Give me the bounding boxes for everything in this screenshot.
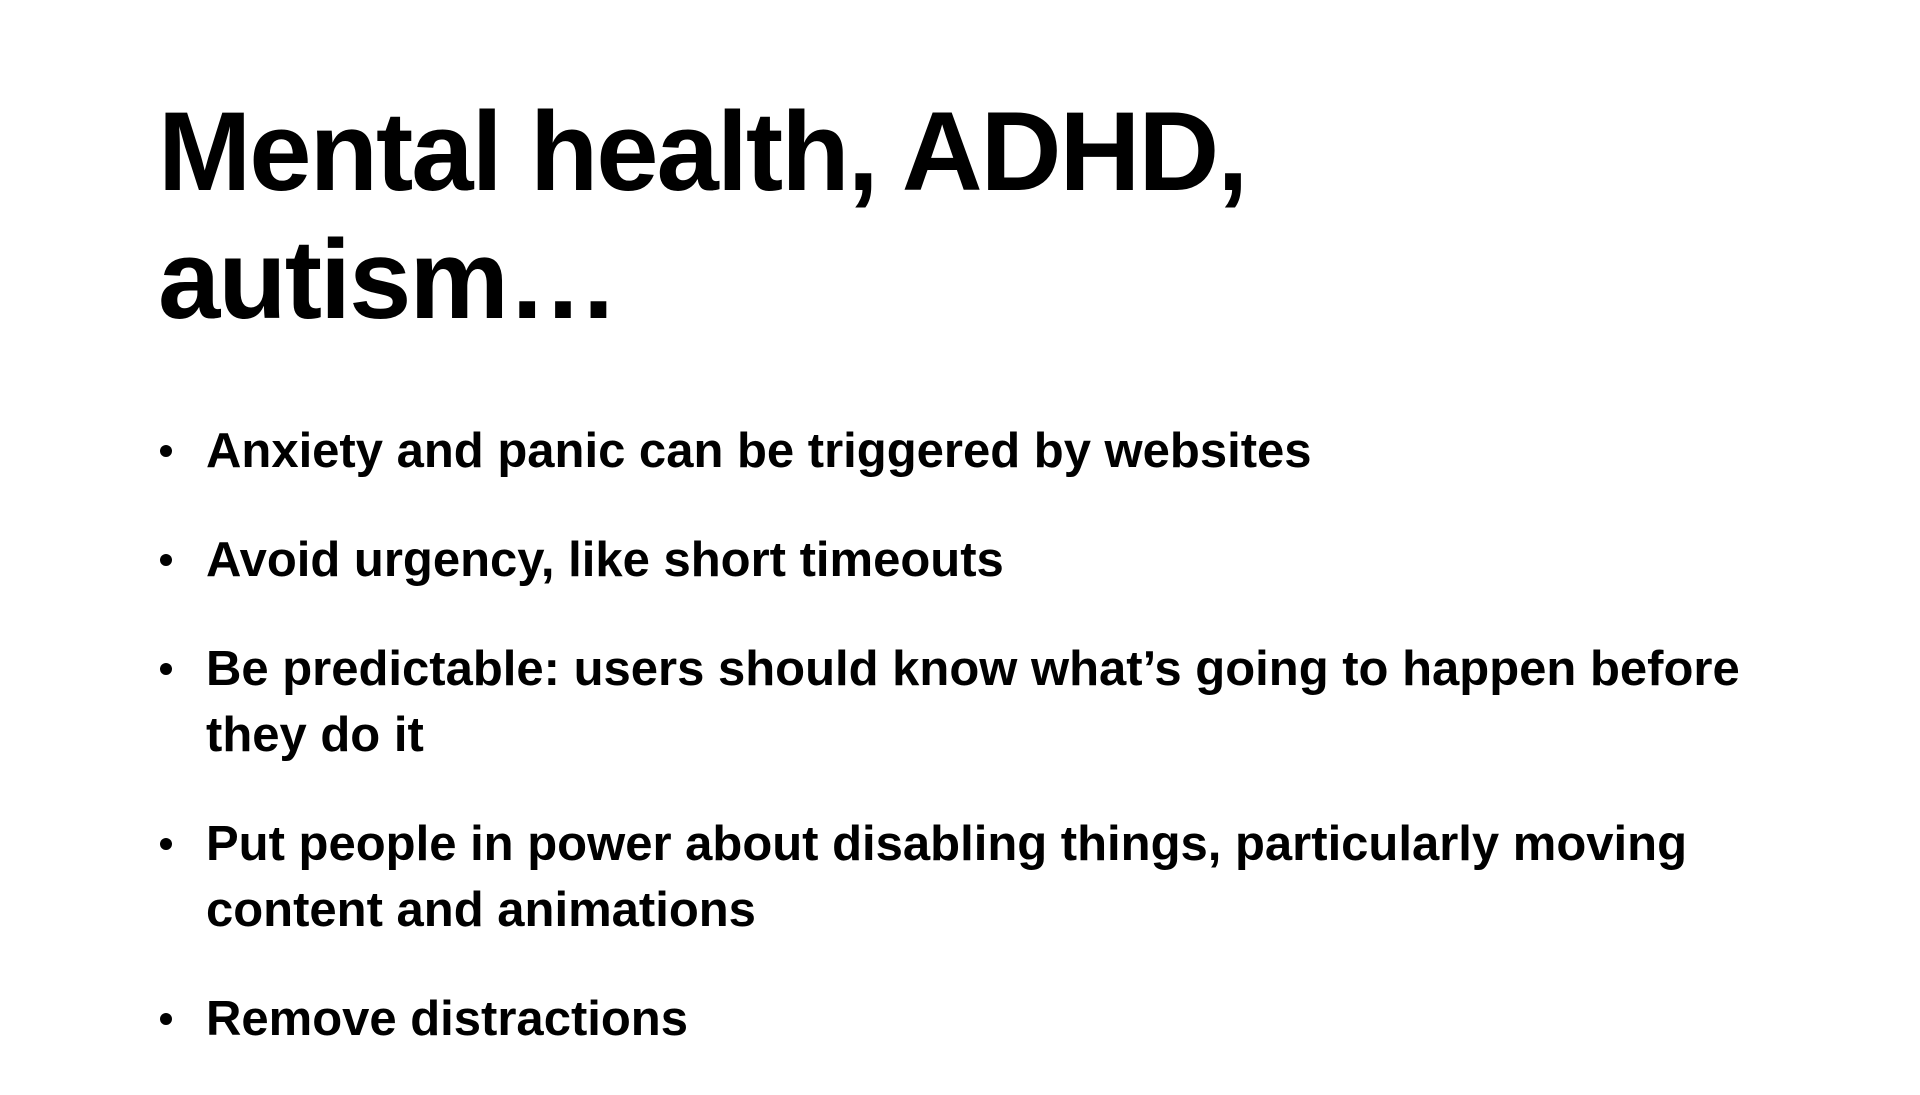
bullet-text: Remove distractions	[206, 992, 688, 1046]
slide-title-line-1: Mental health, ADHD,	[158, 89, 1247, 214]
bullet-text: Be predictable: users should know what’s going to happen before they do it	[206, 642, 1740, 762]
bullet-item-predictable	[158, 636, 1778, 768]
bullet-item-distractions	[158, 986, 1778, 1052]
bullet-list	[158, 418, 1778, 1095]
bullet-icon	[160, 554, 172, 566]
bullet-text: Avoid urgency, like short timeouts	[206, 533, 1004, 587]
slide-title	[158, 88, 1658, 344]
bullet-text: Put people in power about disabling things, particularly moving content and animations	[206, 817, 1688, 937]
bullet-text: Anxiety and panic can be triggered by websites	[206, 424, 1312, 478]
bullet-item-urgency	[158, 527, 1778, 593]
bullet-item-power	[158, 811, 1778, 943]
slide-title-line-2: autism…	[158, 217, 617, 342]
bullet-item-anxiety	[158, 418, 1778, 484]
bullet-icon	[160, 838, 172, 850]
bullet-icon	[160, 663, 172, 675]
bullet-icon	[160, 1013, 172, 1025]
bullet-icon	[160, 445, 172, 457]
